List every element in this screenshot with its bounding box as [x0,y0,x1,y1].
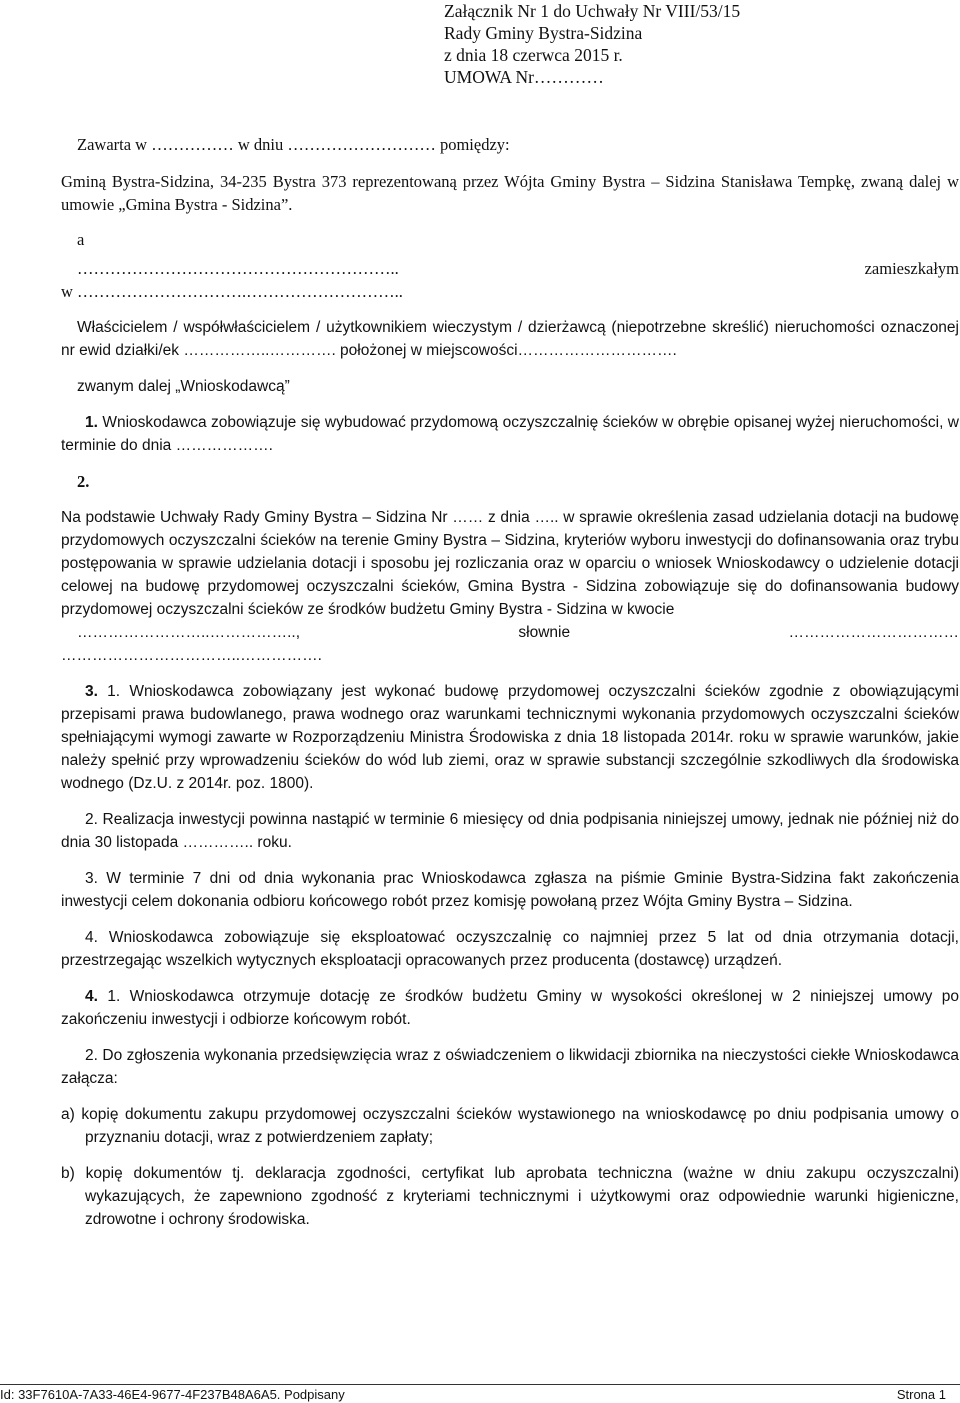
contract-title: UMOWA Nr………… [444,67,604,87]
page-number: Strona 1 [896,1387,946,1402]
list-item-b-text: kopię dokumentów tj. deklaracja zgodności, certyfikat lub aprobata techniczna (ważne w dniu zakupu oczyszczalni) wykazujących, że zapewniono zgodność z kryteriami technicznymi i użytkowymi oraz odpowiednie warunki higieniczne, zdrowotne i ochrony środowiska. [85,1165,960,1228]
owner-paragraph: Właścicielem / współwłaścicielem / użytkownikiem wieczystym / dzierżawcą (niepotrzebne skreślić) nieruchomości oznaczonej nr ewid działki/ek ……………..…………. położonej w miejscowości…………………………. [61,319,959,359]
list-item-a [61,1103,959,1149]
section-3-p4: 4. Wnioskodawca zobowiązuje się eksploatować oczyszczalnię co najmniej przez 5 lat od dnia otrzymania dotacji, przestrzegając wszelkich wytycznych eksploatacji opracowanych przez producenta (dostawcę) urządzeń. [61,929,959,969]
section-4-p1: 1. Wnioskodawca otrzymuje dotację ze środków budżetu Gminy w wysokości określonej w 2 niniejszej umowy po zakończeniu inwestycji i odbiorze końcowym robót. [61,988,959,1028]
section-2-number [61,470,959,493]
list-item-a-label: a) [61,1106,75,1123]
section-3-p1: 1. Wnioskodawca zobowiązany jest wykonać budowę przydomowej oczyszczalni ścieków zgodnie z obowiązującymi przepisami prawa budowlanego, prawa wodnego oraz warunkami technicznymi wykonania przydomowych oczyszczalni ścieków spełniającymi wymogi zawarte w Rozporządzeniu Ministra Środowiska z dnia 18 listopada 2014r. roku w sprawie warunków, jakie należy spełnić przy wprowadzeniu ścieków do wód lub ziemi, oraz w sprawie substancji szczególnie szkodliwych dla środowiska wodnego (Dz.U. z 2014r. poz. 1800). [61,683,959,792]
section-2-amount-line [61,621,959,644]
section-1 [61,411,959,457]
address-line: w ………………………….……………………….. [61,282,403,301]
in-words-dots: …………………………… [788,624,959,641]
section-2-text: Na podstawie Uchwały Rady Gminy Bystra – Sidzina Nr …… z dnia ….. w sprawie określenia zasad udzielania dotacji na budowę przydomowych oczyszczalni ścieków na terenie Gminy Bystra – Sidzina, kryteriów wyboru inwestycji do dofinansowania oraz trybu postępowania w sprawie udzielania dotacji i sposobu jej rozliczania oraz w oparciu o wniosek Wnioskodawcy o udzielenie dotacji celowej na budowę przydomowej oczyszczalni ścieków, Gmina Bystra - Sidzina zobowiązuje się do dofinansowania budowy przydomowej oczyszczalni ścieków ze środków budżetu Gminy Bystra - Sidzina w kwocie [61,509,959,618]
section-3-p3: 3. W terminie 7 dni od dnia wykonania prac Wnioskodawca zgłasza na piśmie Gminie Bystra-Sidzina fakt zakończenia inwestycji celem dokonania odbioru końcowego robót przez komisję powołaną przez Wójta Gminy Bystra – Sidzina. [61,870,959,910]
section-1-text: Wnioskodawca zobowiązuje się wybudować przydomową oczyszczalnię ścieków w obrębie opisanej wyżej nieruchomości, w terminie do dnia ………………. [61,414,959,454]
concluded-line: Zawarta w …………… w dniu ……………………… pomiędzy: [77,135,510,154]
section-4-p2: 2. Do zgłoszenia wykonania przedsięwzięcia wraz z oświadczeniem o likwidacji zbiornika na nieczystości ciekłe Wnioskodawca załącza: [61,1047,959,1087]
date-line: z dnia 18 czerwca 2015 r. [444,45,623,65]
section-4 [61,985,959,1031]
and-word: a [77,230,85,249]
document-id: Id: 33F7610A-7A33-46E4-9677-4F237B48A6A5. Podpisany [0,1387,345,1402]
resident-dots: ………………………………………………….. [77,259,399,278]
list-item-b [61,1162,959,1231]
amount-dots: ……………………..…………….., [77,624,301,641]
resident-label: zamieszkałym [864,259,959,278]
party-gmina: Gminą Bystra-Sidzina, 34-235 Bystra 373 reprezentowaną przez Wójta Gminy Bystra – Sidzina Stanisława Tempkę, zwaną dalej w umowie „Gmina Bystra - Sidzina”. [61,172,959,214]
section-2-last-dots: ……………………………..……………. [61,647,322,664]
document-body [61,133,959,1231]
section-2-num: 2. [77,472,90,491]
council-line: Rady Gminy Bystra-Sidzina [444,23,643,43]
list-item-a-text: kopię dokumentu zakupu przydomowej oczyszczalni ścieków wystawionego na wnioskodawcę po dniu podpisania umowy o przyznaniu dotacji, wraz z potwierdzeniem zapłaty; [81,1106,960,1146]
section-1-number: 1. [85,414,98,431]
document-footer [0,1384,960,1402]
section-3 [61,680,959,795]
list-item-b-label: b) [61,1165,75,1182]
section-4-number: 4. [85,988,98,1005]
document-header [444,0,740,88]
in-words-label: słownie [518,624,571,641]
section-3-number: 3. [85,683,98,700]
section-3-p2: 2. Realizacja inwestycji powinna nastąpić w terminie 6 miesięcy od dnia podpisania niniejszej umowy, jednak nie później niż do dnia 30 listopada ………….. roku. [61,811,959,851]
applicant-line: zwanym dalej „Wnioskodawcą” [77,378,290,395]
attachment-line: Załącznik Nr 1 do Uchwały Nr VIII/53/15 [444,1,741,21]
resident-line [61,257,959,280]
